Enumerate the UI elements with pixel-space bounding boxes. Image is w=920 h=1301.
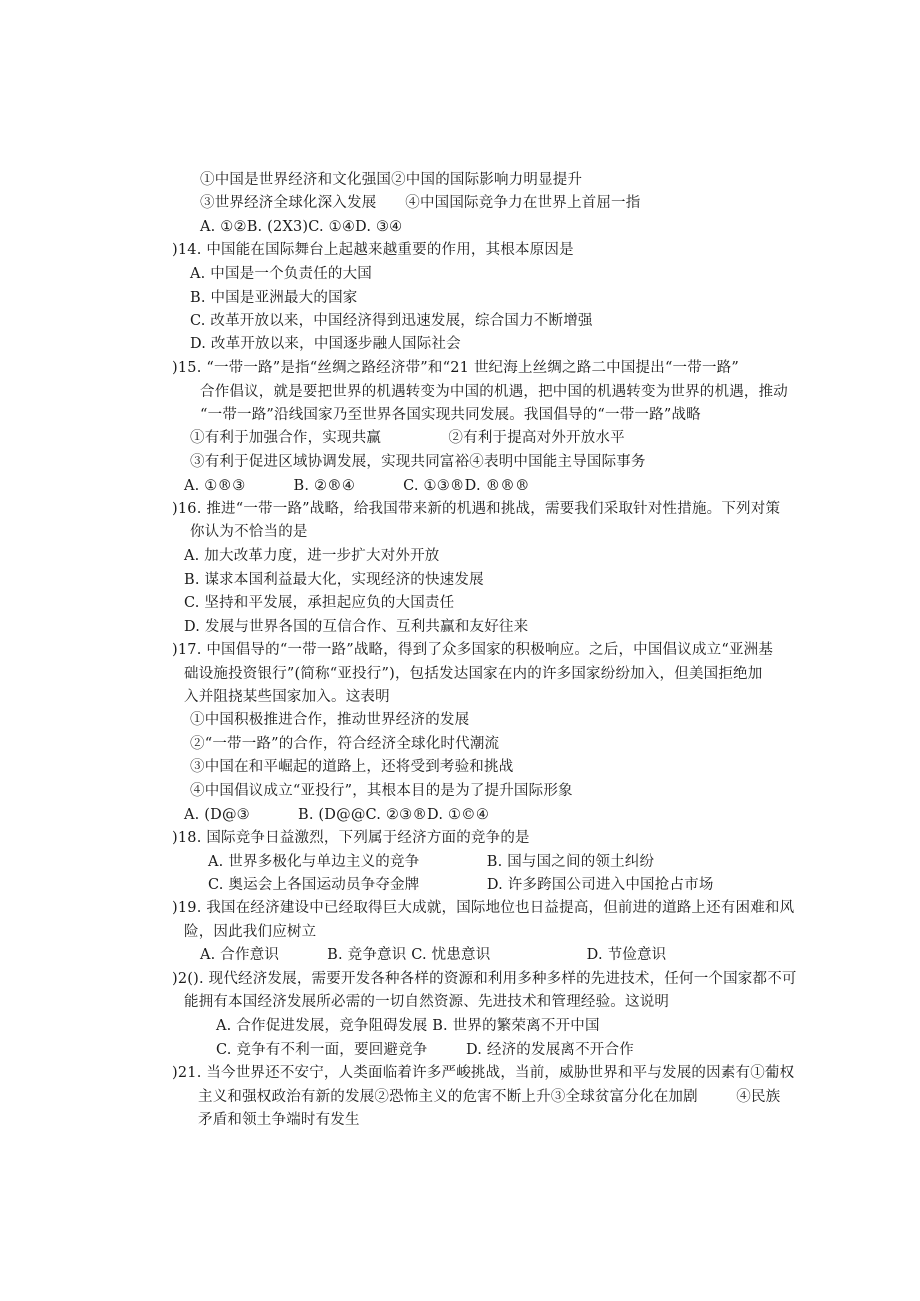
q14-option-c: C. 改革开放以来，中国经济得到迅速发展，综合国力不断增强 — [190, 313, 593, 329]
q16-option-d: D. 发展与世界各国的互信合作、互利共赢和友好往来 — [184, 619, 529, 635]
q13-choices: A. ①②B. (2X3)C. ①④D. ③④ — [200, 219, 403, 235]
q18-options-c-d: C. 奥运会上各国运动员争夺金牌 D. 许多跨国公司进入中国抢占市场 — [208, 877, 714, 893]
q17-option-2: ②“一带一路”的合作，符合经济全球化时代潮流 — [190, 736, 500, 752]
q15-options-3-4: ③有利于促进区域协调发展，实现共同富裕④表明中国能主导国际事务 — [190, 454, 646, 470]
q21-stem-line-3: 矛盾和领土争端时有发生 — [198, 1112, 360, 1128]
q14-option-a: A. 中国是一个负责任的大国 — [190, 266, 372, 282]
q14-option-d: D. 改革开放以来，中国逐步融人国际社会 — [190, 336, 461, 352]
q16-option-a: A. 加大改革力度，进一步扩大对外开放 — [184, 548, 440, 564]
q19-stem-line-1: )19. 我国在经济建设中已经取得巨大成就，国际地位也日益提高，但前进的道路上还有困难和风 — [172, 900, 795, 916]
q13-options-1-2: ①中国是世界经济和文化强国②中国的国际影响力明显提升 — [200, 172, 583, 188]
q15-stem-line-1: )15. “一带一路”是指“丝绸之路经济带”和“21 世纪海上丝绸之路二中国提出“一带一路” — [172, 360, 739, 376]
q15-choices: A. ①®③ B. ②®④ C. ①③®D. ®®® — [184, 478, 530, 494]
q21-stem-line-2: 主义和强权政治有新的发展②恐怖主义的危害不断上升③全球贫富分化在加剧 ④民族 — [198, 1089, 781, 1105]
q19-stem-line-2: 险，因此我们应树立 — [184, 924, 317, 940]
q16-stem-line-2: 你认为不恰当的是 — [190, 524, 308, 540]
q16-stem-line-1: )16. 推进“一带一路”战略，给我国带来新的机遇和挑战，需要我们采取针对性措施。下列对策 — [172, 501, 781, 517]
q20-stem-line-1: )2(). 现代经济发展，需要开发各种各样的资源和利用多种多样的先进技术，任何一个国家都不可 — [172, 971, 797, 987]
q17-stem-line-3: 入并阻挠某些国家加入。这表明 — [184, 689, 390, 705]
q17-stem-line-1: )17. 中国倡导的“一带一路”战略，得到了众多国家的积极响应。之后，中国倡议成立“亚洲基 — [172, 642, 774, 658]
q14-option-b: B. 中国是亚洲最大的国家 — [190, 290, 358, 306]
q15-stem-line-2: 合作倡议，就是要把世界的机遇转变为中国的机遇，把中国的机遇转变为世界的机遇，推动 — [200, 384, 788, 400]
q16-option-b: B. 谋求本国利益最大化，实现经济的快速发展 — [184, 572, 484, 588]
q20-options-c-d: C. 竞争有不利一面，要回避竞争 D. 经济的发展离不开合作 — [216, 1042, 634, 1058]
q15-options-1-2: ①有利于加强合作，实现共赢 ②有利于提高对外开放水平 — [190, 430, 625, 446]
q17-option-4: ④中国倡议成立“亚投行”，其根本目的是为了提升国际形象 — [190, 783, 573, 799]
q18-options-a-b: A. 世界多极化与单边主义的竞争 B. 国与国之间的领土纠纷 — [208, 854, 655, 870]
q21-stem-line-1: )21. 当今世界还不安宁，人类面临着许多严峻挑战，当前，威胁世界和平与发展的因素有①葡权 — [172, 1065, 795, 1081]
q17-option-1: ①中国积极推进合作，推动世界经济的发展 — [190, 712, 470, 728]
q20-options-a-b: A. 合作促进发展，竞争阻碍发展 B. 世界的繁荣离不开中国 — [216, 1018, 600, 1034]
q15-stem-line-3: “一带一路”沿线国家乃至世界各国实现共同发展。我国倡导的“一带一路”战略 — [200, 407, 701, 423]
q17-option-3: ③中国在和平崛起的道路上，还将受到考验和挑战 — [190, 759, 514, 775]
q17-choices: A. (D@③ B. (D@@C. ②③®D. ①©④ — [184, 807, 490, 823]
q18-stem: )18. 国际竞争日益激烈，下列属于经济方面的竞争的是 — [172, 830, 530, 846]
q14-stem: )14. 中国能在国际舞台上起越来越重要的作用，其根本原因是 — [172, 242, 574, 258]
q17-stem-line-2: 础设施投资银行”(简称“亚投行”)，包括发达国家在内的许多国家纷纷加入，但美国拒绝加 — [184, 666, 763, 682]
q13-options-3-4: ③世界经济全球化深入发展 ④中国国际竞争力在世界上首屈一指 — [200, 195, 641, 211]
q19-choices: A. 合作意识 B. 竞争意识 C. 忧患意识 D. 节俭意识 — [200, 947, 667, 963]
q16-option-c: C. 坚持和平发展，承担起应负的大国责任 — [184, 595, 455, 611]
q20-stem-line-2: 能拥有本国经济发展所必需的一切自然资源、先进技术和管理经验。这说明 — [184, 994, 670, 1010]
